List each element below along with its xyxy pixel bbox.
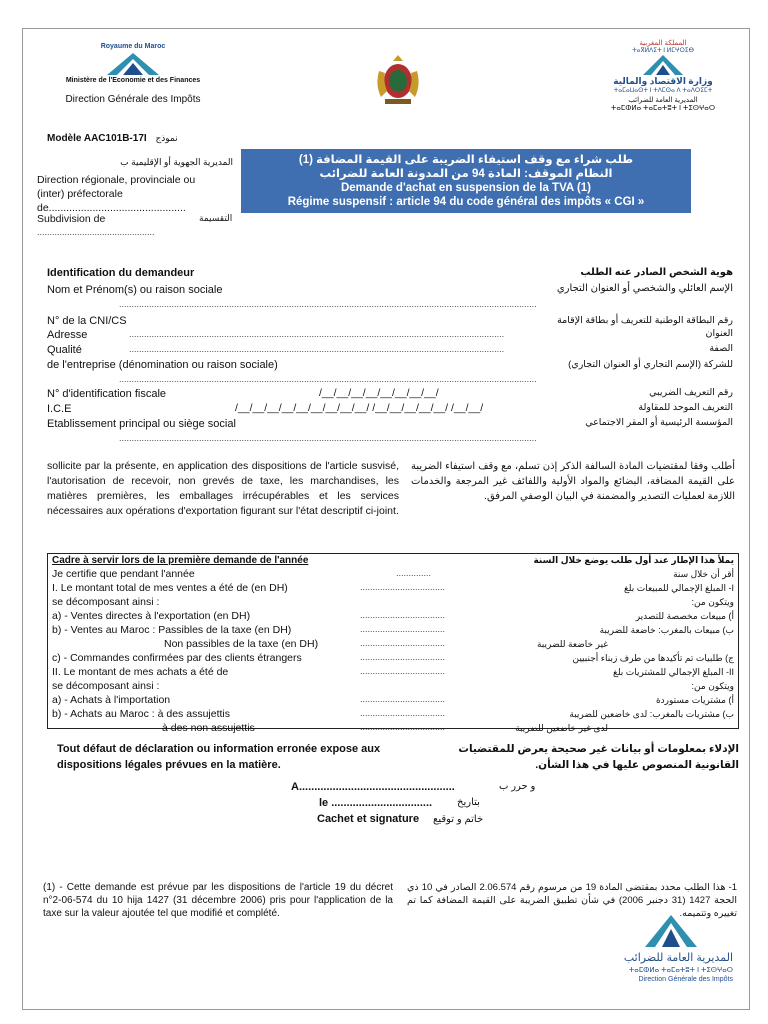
if-label: N° d'identification fiscale xyxy=(47,388,167,400)
cni-label: N° de la CNI/CS xyxy=(47,315,127,327)
cadre-row-field[interactable]: .................................. xyxy=(360,652,446,662)
adresse-label-ar: العنوان xyxy=(705,328,733,339)
qualite-label-ar: الصفة xyxy=(709,343,733,354)
cadre-row-label-ar: ج) طلبيات تم تأكيدها من طرف زبناء أجنبيين xyxy=(572,653,734,663)
identification-title: Identification du demandeur xyxy=(47,267,195,279)
cadre-row-field[interactable]: .................................. xyxy=(360,638,446,648)
cadre-row-label: II. Le montant de mes achats a été de xyxy=(52,666,229,678)
ice-label-ar: التعريف الموحد للمقاولة xyxy=(638,402,733,413)
ice-label: I.C.E xyxy=(47,403,72,415)
cadre-row-label-ar: أقر أن خلال سنة xyxy=(673,569,734,579)
cachet-signature-ar: خاتم و توقيع xyxy=(433,814,484,825)
cadre-title: Cadre à servir lors de la première demande de l'année xyxy=(52,555,309,566)
cadre-row-label-ar: ويتكون من: xyxy=(691,681,734,691)
direction-fr: Direction régionale, provinciale ou (inter) préfectorale de............................................... xyxy=(37,174,196,214)
etab-label-ar: المؤسسة الرئيسية أو المقر الاجتماعي xyxy=(585,417,733,428)
cadre-row-label-ar: لدى غير خاضعين للضريبة xyxy=(515,723,608,733)
footer-ar: المديرية العامة للضرائب xyxy=(623,952,733,964)
cadre-row-label: se décomposant ainsi : xyxy=(52,680,160,692)
qualite-field[interactable]: ...................................................................................................................................................... xyxy=(129,344,505,354)
subdivision-label-ar: التقسيمة xyxy=(199,213,233,223)
cadre-row-field[interactable]: .................................. xyxy=(360,610,446,620)
cadre-row-field[interactable]: .................................. xyxy=(360,582,446,592)
adresse-label: Adresse xyxy=(47,329,88,341)
cadre-title-ar: يملأ هذا الإطار عند أول طلب يوضع خلال السنة xyxy=(533,555,734,565)
cadre-box xyxy=(47,553,739,734)
title-ar-2: النظام الموقف: المادة 94 من المدونة العامة للضرائب xyxy=(319,168,613,180)
cadre-row-label: b) - Achats au Maroc : à des assujettis xyxy=(52,708,230,720)
if-boxes[interactable]: /__/__/__/__/__/__/__/__/ xyxy=(319,387,439,399)
document-page xyxy=(22,28,750,1010)
identification-title-ar: هوية الشخص الصادر عنه الطلب xyxy=(580,267,733,278)
subdivision-dots: ............................................... xyxy=(37,227,155,237)
cadre-row-label: I. Le montant total de mes ventes a été de (en DH) xyxy=(52,582,288,594)
if-label-ar: رقم التعريف الضريبي xyxy=(649,387,733,398)
cadre-row-label-ar: II- المبلغ الإجمالي للمشتريات بلغ xyxy=(613,667,734,677)
entreprise-label: de l'entreprise (dénomination ou raison sociale) xyxy=(47,359,278,371)
qualite-label: Qualité xyxy=(47,344,82,356)
ministry-logo-right: المملكة المغربية ⵜⴰⴳⵍⴷⵉⵜ ⵏ ⵍⵎⵖⵔⵉⴱ وزارة الاقتصاد والمالية ⵜⴰⵎⴰⵡⴰⵙⵜ ⵏ ⵜⴷⵎⵙⴰ ⴷ ⵜⴰⴷⵔⵉⵎⵜ المديرية العامة للضرائب ⵜⴰⵎⵀⵍⴰ ⵜⴰⵎⴰⵜⵓⵜ ⵏ ⵜⵉⵙⵖⴰⵔ xyxy=(610,40,716,112)
cadre-row-field[interactable]: .................................. xyxy=(360,722,446,732)
warning-fr: Tout défaut de déclaration ou information erronée expose aux dispositions légales prévues en la matière. xyxy=(57,743,381,771)
cadre-row-label: à des non assujettis xyxy=(162,722,255,734)
nom-label-ar: الإسم العائلي والشخصي أو العنوان التجاري xyxy=(556,283,733,294)
cadre-row-label: a) - Achats à l'importation xyxy=(52,694,171,706)
cadre-row-label-ar: أ) مبيعات مخصصة للتصدير xyxy=(635,611,734,621)
cadre-row-label-ar: غير خاضعة للضريبة xyxy=(536,639,608,649)
nom-field[interactable]: ....................................................................................................................................................................... xyxy=(119,299,537,309)
title-fr-1: Demande d'achat en suspension de la TVA (1) xyxy=(340,182,592,194)
request-text-fr: sollicite par la présente, en application des dispositions de l'article susvisé, l'autorisation de recevoir, non grevés de taxe, les marchandises, les matières premières, les emballages irrécupérables et les services nécessaires aux opérations d'exportation figurant sur l'état descriptif ci-joint. xyxy=(47,460,399,517)
signature-date-ar: بتاريخ xyxy=(457,797,480,808)
cadre-row-label-ar: ويتكون من: xyxy=(691,597,734,607)
cadre-row-label: se décomposant ainsi : xyxy=(52,596,160,608)
coat-of-arms-icon xyxy=(373,51,423,109)
footnote-fr: (1) - Cette demande est prévue par les dispositions de l'article 19 du décret n°2-06-574 du 10 hija 1427 (31 décembre 2006) pris pour l'application de la taxe sur la valeur ajoutée tel que modifié et complété. xyxy=(43,882,393,919)
footer-dgi-logo-icon xyxy=(641,913,701,949)
cadre-row-field[interactable]: .................................. xyxy=(360,666,446,676)
adresse-field[interactable]: ...................................................................................................................................................... xyxy=(129,329,505,339)
signature-place-ar: و حرر ب xyxy=(499,781,536,792)
nom-label: Nom et Prénom(s) ou raison sociale xyxy=(47,284,223,296)
cadre-row-field[interactable]: .............. xyxy=(396,568,432,578)
cadre-row-label: a) - Ventes directes à l'exportation (en DH) xyxy=(52,610,251,622)
cadre-row-label: b) - Ventes au Maroc : Passibles de la taxe (en DH) xyxy=(52,624,292,636)
entreprise-field[interactable]: ....................................................................................................................................................................... xyxy=(119,374,537,384)
signature-place[interactable]: A................................................... xyxy=(291,781,455,793)
footer-tif: ⵜⴰⵎⵀⵍⴰ ⵜⴰⵎⴰⵜⵓⵜ ⵏ ⵜⵉⵙⵖⴰⵔ xyxy=(628,967,733,974)
cadre-row-field[interactable]: .................................. xyxy=(360,708,446,718)
footnote-ar: 1- هذا الطلب محدد بمقتضى المادة 19 من مرسوم رقم 2.06.574 الصادر في 10 ذي الحجة 1427 (31 دجنبر 2006) في شأن تطبيق الضريبة على القيمة المضافة كما تم تغييره وتتميمه. xyxy=(407,882,737,919)
form-title-banner xyxy=(241,149,691,213)
cadre-row-label-ar: I- المبلغ الإجمالي للمبيعات بلغ xyxy=(623,583,734,593)
ice-boxes[interactable]: /__/__/__/__/__/__/__/__/__/ /__/__/__/__/__/ /__/__/ xyxy=(235,402,484,414)
dgi-logo-right-icon xyxy=(641,54,685,76)
signature-date[interactable]: le ................................. xyxy=(319,797,433,809)
cni-label-ar: رقم البطاقة الوطنية للتعريف أو بطاقة الإقامة xyxy=(557,315,733,326)
title-fr-2: Régime suspensif : article 94 du code général des impôts « CGI » xyxy=(287,196,645,208)
cadre-row-field[interactable]: .................................. xyxy=(360,694,446,704)
cadre-row-label-ar: أ) مشتريات مستوردة xyxy=(655,695,734,705)
title-ar-1: طلب شراء مع وقف استيفاء الضريبة على القيمة المضافة (1) xyxy=(298,154,634,166)
dgi-logo-icon xyxy=(103,51,163,77)
cadre-row-label: Je certifie que pendant l'année xyxy=(52,568,195,580)
cachet-signature: Cachet et signature xyxy=(317,813,420,825)
cadre-row-label: Non passibles de la taxe (en DH) xyxy=(164,638,319,650)
subdivision-label: Subdivision de xyxy=(37,213,106,225)
ministry-logo-left: Royaume du Maroc Ministère de l'Economie et des Finances Direction Générale des Impôts xyxy=(65,43,201,105)
cadre-row-label-ar: ب) مبيعات بالمغرب: خاضعة للضريبة xyxy=(599,625,734,635)
direction-ar: المديرية الجهوية أو الإقليمية ب xyxy=(120,157,233,167)
cadre-row-label: c) - Commandes confirmées par des clients étrangers xyxy=(52,652,302,664)
cadre-row-label-ar: ب) مشتريات بالمغرب: لدى خاضعين للضريبة xyxy=(569,709,734,719)
etab-field[interactable]: ....................................................................................................................................................................... xyxy=(119,433,537,443)
etab-label: Etablissement principal ou siège social xyxy=(47,418,236,430)
cadre-row-field[interactable]: .................................. xyxy=(360,624,446,634)
warning-ar: الإدلاء بمعلومات أو بيانات غير صحيحة يعرض للمقتضيات القانونية المنصوص عليها في هذا الشأن. xyxy=(458,743,739,771)
request-text-ar: أطلب وفقا لمقتضيات المادة السالفة الذكر إذن تسلم، مع وقف استيفاء الضريبة على القيمة المضافة، البضائع والمواد الأولية واللفائف غير المرجعة والخدمات اللازمة لعمليات التصدير والمضمنة في البيان الوصفي المرفق. xyxy=(411,461,735,502)
footer-fr: Direction Générale des Impôts xyxy=(638,976,733,983)
model-label: Modèle AAC101B-17I نموذج xyxy=(47,133,178,144)
entreprise-label-ar: للشركة (الإسم التجاري أو العنوان التجاري) xyxy=(568,359,733,370)
